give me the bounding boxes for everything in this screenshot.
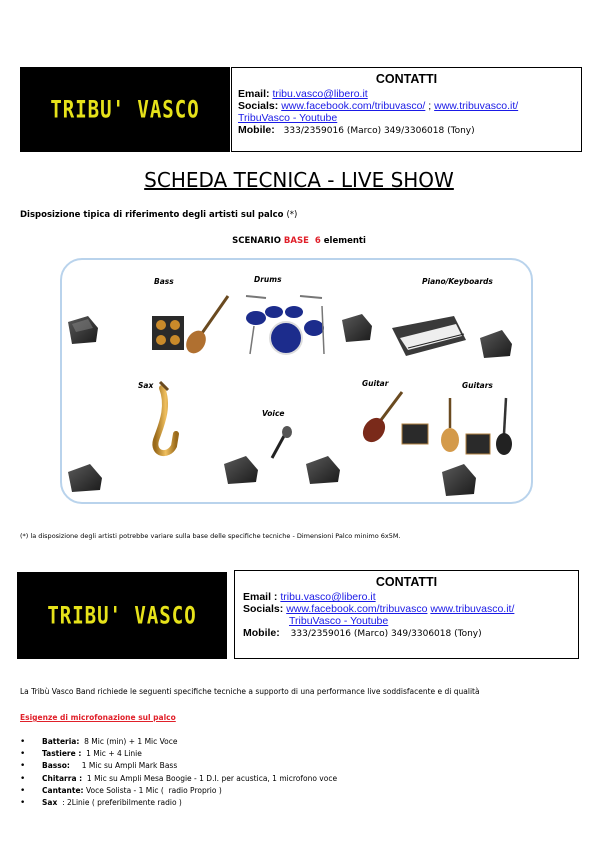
spec-label: Basso: bbox=[42, 761, 70, 771]
specs-list bbox=[20, 736, 337, 809]
email-label: Email: bbox=[238, 88, 270, 100]
list-item bbox=[20, 797, 337, 809]
label-voice: Voice bbox=[262, 409, 285, 418]
mobile-label-2: Mobile: bbox=[243, 627, 280, 639]
scenario-count: 6 bbox=[314, 236, 321, 246]
spec-text: 8 Mic (min) + 1 Mic Voce bbox=[79, 737, 178, 746]
label-piano: Piano/Keyboards bbox=[422, 277, 493, 286]
contact-box-top bbox=[231, 67, 582, 152]
list-item bbox=[20, 785, 337, 797]
intro-text: La Tribù Vasco Band richiede le seguenti specifiche tecniche a supporto di una performance live soddisfacente e di qualità bbox=[20, 687, 480, 696]
scenario-text bbox=[0, 236, 598, 246]
youtube-link[interactable]: TribuVasco - Youtube bbox=[238, 112, 338, 124]
scenario-base: BASE bbox=[283, 236, 309, 246]
contact-box-bottom bbox=[234, 570, 579, 659]
email-label-2: Email : bbox=[243, 591, 278, 603]
contact-title: CONTATTI bbox=[375, 72, 438, 86]
sax-icon bbox=[155, 382, 176, 453]
page-title: SCHEDA TECNICA - LIVE SHOW bbox=[144, 168, 454, 192]
acoustic-guitar-icon bbox=[441, 398, 459, 452]
list-item bbox=[20, 773, 337, 785]
monitor-bottom-right-icon bbox=[442, 464, 476, 496]
socials-label-2: Socials: bbox=[243, 603, 284, 615]
scenario-prefix: SCENARIO bbox=[232, 236, 281, 246]
monitor-bottom-left-icon bbox=[68, 464, 102, 492]
spec-label: Batteria: bbox=[42, 737, 80, 746]
spec-text: 1 Mic su Ampli Mark Bass bbox=[69, 761, 178, 771]
monitor-keys-right-icon bbox=[480, 330, 512, 358]
monitor-bottom-mid1-icon bbox=[224, 456, 258, 484]
spec-text: 1 Mic su Ampli Mesa Boogie - 1 D.I. per acustica, 1 microfono voce bbox=[82, 773, 338, 783]
label-sax: Sax bbox=[138, 381, 154, 390]
drum-kit-icon bbox=[246, 296, 324, 354]
logo-bottom bbox=[17, 572, 227, 659]
contact-title-2: CONTATTI bbox=[375, 575, 438, 589]
monitor-left-icon bbox=[68, 316, 98, 344]
scenario-suffix: elementi bbox=[323, 236, 366, 246]
label-bass: Bass bbox=[154, 277, 174, 286]
monitor-bottom-mid2-icon bbox=[306, 456, 340, 484]
disposizione-label: Disposizione tipica di riferimento degli artisti sul palco bbox=[20, 210, 284, 220]
disposizione-text bbox=[20, 210, 297, 220]
spec-label: Chitarra : bbox=[42, 773, 83, 783]
spec-text: : 2Linie ( preferibilmente radio ) bbox=[57, 798, 182, 808]
label-guitar: Guitar bbox=[362, 379, 389, 388]
email-link[interactable]: tribu.vasco@libero.it bbox=[272, 88, 368, 100]
guitars-electric-icon bbox=[496, 398, 512, 455]
logo-text: TRIBU' VASCO bbox=[50, 95, 200, 124]
facebook-link-2[interactable]: www.facebook.com/tribuvasco bbox=[286, 603, 428, 615]
site-link[interactable]: www.tribuvasco.it/ bbox=[434, 100, 519, 112]
mobile-numbers: 333/2359016 (Marco) 349/3306018 (Tony) bbox=[283, 126, 475, 136]
microphone-icon bbox=[272, 426, 292, 458]
monitor-keys-left-icon bbox=[342, 314, 372, 342]
list-item bbox=[20, 736, 337, 748]
spec-label: Sax bbox=[42, 798, 58, 808]
guitar-amp-icon bbox=[402, 424, 428, 444]
bass-amp-icon bbox=[152, 316, 184, 350]
socials-label: Socials: bbox=[238, 100, 279, 112]
logo-top bbox=[20, 67, 230, 152]
youtube-link-2[interactable]: TribuVasco - Youtube bbox=[289, 615, 389, 627]
mobile-label: Mobile: bbox=[238, 124, 275, 136]
electric-guitar-icon bbox=[358, 392, 402, 446]
guitars-amp-icon bbox=[466, 434, 490, 454]
separator: ; bbox=[428, 100, 432, 112]
logo-text-2: TRIBU' VASCO bbox=[47, 601, 197, 630]
disposizione-mark: (*) bbox=[286, 210, 298, 220]
email-link-2[interactable]: tribu.vasco@libero.it bbox=[280, 591, 376, 603]
stage-illustration bbox=[60, 258, 533, 504]
list-item bbox=[20, 760, 337, 772]
spec-text: Voce Solista - 1 Mic ( radio Proprio ) bbox=[83, 785, 222, 795]
facebook-link[interactable]: www.facebook.com/tribuvasco/ bbox=[281, 100, 426, 112]
site-link-2[interactable]: www.tribuvasco.it/ bbox=[430, 603, 515, 615]
label-guitars: Guitars bbox=[462, 381, 493, 390]
bass-guitar-icon bbox=[182, 296, 228, 357]
spec-label: Cantante: bbox=[42, 785, 84, 795]
spec-label: Tastiere : bbox=[42, 749, 82, 759]
section-title: Esigenze di microfonazione sul palco bbox=[20, 713, 176, 722]
keyboard-icon bbox=[392, 316, 466, 356]
mobile-numbers-2: 333/2359016 (Marco) 349/3306018 (Tony) bbox=[290, 629, 482, 639]
label-drums: Drums bbox=[254, 275, 282, 284]
list-item bbox=[20, 748, 337, 760]
stage-footnote: (*) la disposizione degli artisti potrebbe variare sulla base delle specifiche tecniche - Dimensioni Palco minimo 6x5M. bbox=[20, 532, 401, 540]
spec-text: 1 Mic + 4 Linie bbox=[81, 749, 142, 759]
